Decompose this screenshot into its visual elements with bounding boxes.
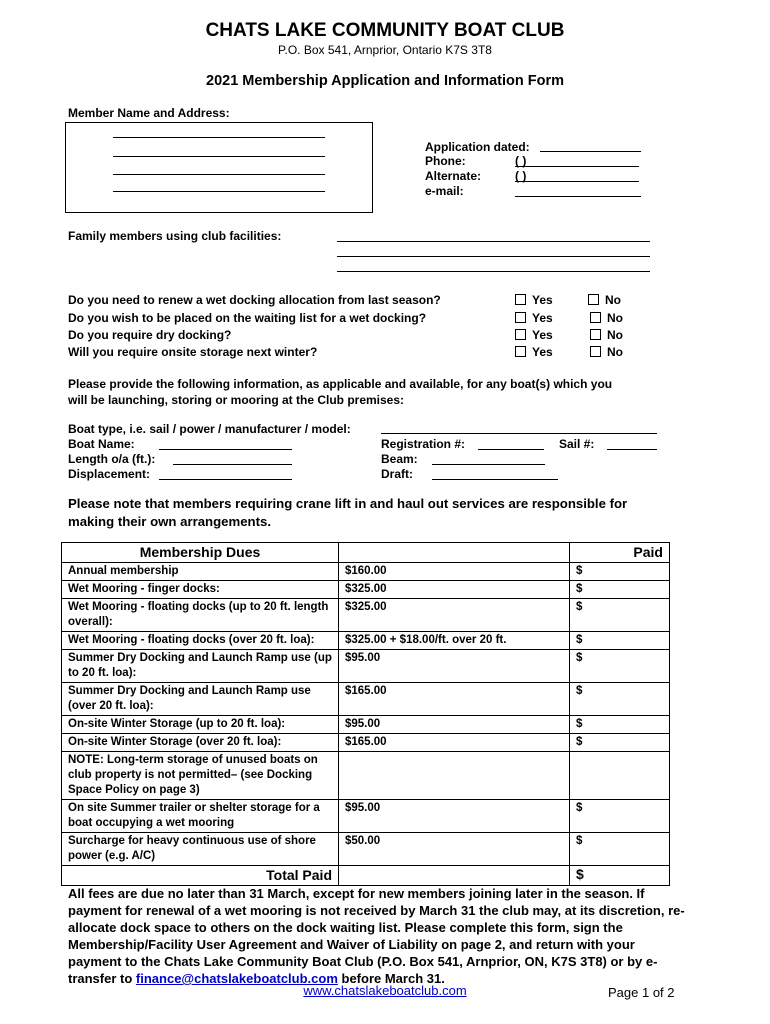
dues-item-cell: Wet Mooring - floating docks (over 20 ft. loa): — [62, 632, 339, 650]
finance-email-link[interactable]: finance@chatslakeboatclub.com — [135, 971, 338, 986]
payment-text: All fees are due no later than 31 March, except for new members joining later in the season. If payment for renewal of a wet mooring is not received by March 31 the club may, at its discretion, re-allocate dock space to others on the dock waiting list. Please complete this form, sign the Membership/Facility User Agreement and Waiver of Liability on page 2, and return with your payment to the Chats Lake Community Boat Club (P.O. Box 541, Arnprior, ON, K7S 3T8) or by e-transfer to — [68, 886, 685, 986]
club-title: CHATS LAKE COMMUNITY BOAT CLUB — [205, 20, 565, 41]
dues-item-cell: On site Summer trailer or shelter storage for a boat occupying a wet mooring — [62, 800, 339, 833]
no-option[interactable] — [590, 328, 623, 342]
table-row — [62, 581, 670, 599]
checkbox-icon[interactable] — [515, 346, 526, 357]
table-row — [62, 683, 670, 716]
dues-price-cell: $95.00 — [339, 650, 570, 683]
no-label: No — [607, 345, 623, 359]
address-box[interactable] — [65, 122, 373, 213]
family-label: Family members using club facilities: — [68, 229, 282, 243]
dues-paid-cell[interactable]: $ — [570, 683, 670, 716]
sail-field[interactable] — [607, 449, 657, 450]
dues-paid-cell[interactable]: $ — [570, 734, 670, 752]
dues-price-cell: $325.00 — [339, 599, 570, 632]
checkbox-icon[interactable] — [588, 294, 599, 305]
no-label: No — [607, 328, 623, 342]
total-price-cell — [339, 866, 570, 886]
table-row — [62, 650, 670, 683]
no-label: No — [607, 311, 623, 325]
checkbox-icon[interactable] — [515, 294, 526, 305]
table-row — [62, 563, 670, 581]
crane-note-line-1: Please note that members requiring crane lift in and haul out services are responsible for — [68, 496, 628, 511]
dues-price-cell — [339, 752, 570, 800]
application-dated-field[interactable] — [540, 151, 641, 152]
dues-paid-cell[interactable]: $ — [570, 800, 670, 833]
dues-price-cell: $165.00 — [339, 683, 570, 716]
dues-paid-cell[interactable]: $ — [570, 833, 670, 866]
header-membership-dues: Membership Dues — [62, 543, 339, 563]
boat-name-label: Boat Name: — [68, 437, 135, 451]
dues-item-cell: Summer Dry Docking and Launch Ramp use (up to 20 ft. loa): — [62, 650, 339, 683]
table-row — [62, 716, 670, 734]
boat-name-field[interactable] — [159, 449, 292, 450]
phone-area-code: ( ) — [515, 154, 527, 168]
dues-paid-cell[interactable] — [570, 752, 670, 800]
dues-paid-cell[interactable]: $ — [570, 599, 670, 632]
phone-label: Phone: — [425, 154, 466, 168]
dues-item-cell: Annual membership — [62, 563, 339, 581]
alternate-area-code: ( ) — [515, 169, 527, 183]
table-row — [62, 734, 670, 752]
address-line-2[interactable] — [113, 156, 325, 157]
yes-option[interactable] — [515, 345, 553, 359]
table-row — [62, 800, 670, 833]
checkbox-icon[interactable] — [590, 329, 601, 340]
length-label: Length o/a (ft.): — [68, 452, 156, 466]
no-option[interactable] — [588, 293, 621, 307]
displacement-field[interactable] — [159, 479, 292, 480]
registration-label: Registration #: — [381, 437, 466, 451]
dues-paid-cell[interactable]: $ — [570, 563, 670, 581]
yes-label: Yes — [532, 311, 553, 325]
dues-item-cell: NOTE: Long-term storage of unused boats on club property is not permitted– (see Docking Space Policy on page 3) — [62, 752, 339, 800]
boat-type-label: Boat type, i.e. sail / power / manufacturer / model: — [68, 422, 351, 436]
no-label: No — [605, 293, 621, 307]
draft-label: Draft: — [381, 467, 413, 481]
total-paid-label: Total Paid — [62, 866, 339, 886]
displacement-label: Displacement: — [68, 467, 151, 481]
dues-item-cell: Summer Dry Docking and Launch Ramp use (over 20 ft. loa): — [62, 683, 339, 716]
yes-option[interactable] — [515, 328, 553, 342]
club-address: P.O. Box 541, Arnprior, Ontario K7S 3T8 — [278, 43, 492, 57]
sail-label: Sail #: — [559, 437, 595, 451]
yes-label: Yes — [532, 328, 553, 342]
table-row — [62, 599, 670, 632]
dues-paid-cell[interactable]: $ — [570, 650, 670, 683]
question-text: Do you require dry docking? — [68, 328, 232, 342]
checkbox-icon[interactable] — [515, 312, 526, 323]
phone-field[interactable] — [515, 166, 639, 167]
email-field[interactable] — [515, 196, 641, 197]
checkbox-icon[interactable] — [590, 312, 601, 323]
website-link[interactable]: www.chatslakeboatclub.com — [303, 983, 467, 998]
alternate-field[interactable] — [515, 181, 639, 182]
header-price — [339, 543, 570, 563]
table-row — [62, 632, 670, 650]
total-paid-field[interactable]: $ — [570, 866, 670, 886]
family-line-1[interactable] — [337, 241, 650, 242]
yes-label: Yes — [532, 345, 553, 359]
alternate-label: Alternate: — [425, 169, 482, 183]
no-option[interactable] — [590, 345, 623, 359]
dues-item-cell: Wet Mooring - floating docks (up to 20 ft. length overall): — [62, 599, 339, 632]
dues-price-cell: $50.00 — [339, 833, 570, 866]
checkbox-icon[interactable] — [515, 329, 526, 340]
address-line-1[interactable] — [113, 137, 325, 138]
dues-paid-cell[interactable]: $ — [570, 716, 670, 734]
dues-price-cell: $325.00 + $18.00/ft. over 20 ft. — [339, 632, 570, 650]
boat-intro-line-1: Please provide the following information, as applicable and available, for any boat(s) which you — [68, 377, 613, 391]
dues-price-cell: $165.00 — [339, 734, 570, 752]
dues-item-cell: Surcharge for heavy continuous use of shore power (e.g. A/C) — [62, 833, 339, 866]
boat-type-field[interactable] — [381, 433, 657, 434]
crane-note-line-2: making their own arrangements. — [68, 514, 271, 529]
page-number: Page 1 of 2 — [608, 985, 675, 1000]
total-row — [62, 866, 670, 886]
table-row — [62, 752, 670, 800]
question-text: Do you wish to be placed on the waiting list for a wet docking? — [68, 311, 427, 325]
address-line-3[interactable] — [113, 174, 325, 175]
dues-item-cell: On-site Winter Storage (up to 20 ft. loa): — [62, 716, 339, 734]
application-dated-label: Application dated: — [425, 140, 530, 154]
payment-instructions — [68, 885, 688, 987]
beam-label: Beam: — [381, 452, 418, 466]
yes-option[interactable] — [515, 293, 553, 307]
dues-paid-cell[interactable]: $ — [570, 632, 670, 650]
dues-table — [61, 542, 670, 886]
header-paid: Paid — [570, 543, 670, 563]
question-text: Do you need to renew a wet docking allocation from last season? — [68, 293, 441, 307]
address-line-4[interactable] — [113, 191, 325, 192]
dues-item-cell: Wet Mooring - finger docks: — [62, 581, 339, 599]
dues-price-cell: $95.00 — [339, 800, 570, 833]
table-row — [62, 833, 670, 866]
dues-paid-cell[interactable]: $ — [570, 581, 670, 599]
no-option[interactable] — [590, 311, 623, 325]
member-label: Member Name and Address: — [68, 106, 230, 120]
question-text: Will you require onsite storage next winter? — [68, 345, 318, 359]
dues-price-cell: $160.00 — [339, 563, 570, 581]
dues-price-cell: $325.00 — [339, 581, 570, 599]
registration-field[interactable] — [478, 449, 544, 450]
draft-field[interactable] — [432, 479, 558, 480]
email-label: e-mail: — [425, 184, 464, 198]
dues-price-cell: $95.00 — [339, 716, 570, 734]
beam-field[interactable] — [432, 464, 545, 465]
form-title: 2021 Membership Application and Information Form — [206, 73, 564, 89]
table-header-row — [62, 543, 670, 563]
family-line-3[interactable] — [337, 271, 650, 272]
payment-deadline: before March 31. — [341, 971, 445, 986]
boat-intro-line-2: will be launching, storing or mooring at the Club premises: — [68, 393, 405, 407]
yes-label: Yes — [532, 293, 553, 307]
checkbox-icon[interactable] — [590, 346, 601, 357]
length-field[interactable] — [173, 464, 292, 465]
family-line-2[interactable] — [337, 256, 650, 257]
yes-option[interactable] — [515, 311, 553, 325]
dues-item-cell: On-site Winter Storage (over 20 ft. loa): — [62, 734, 339, 752]
